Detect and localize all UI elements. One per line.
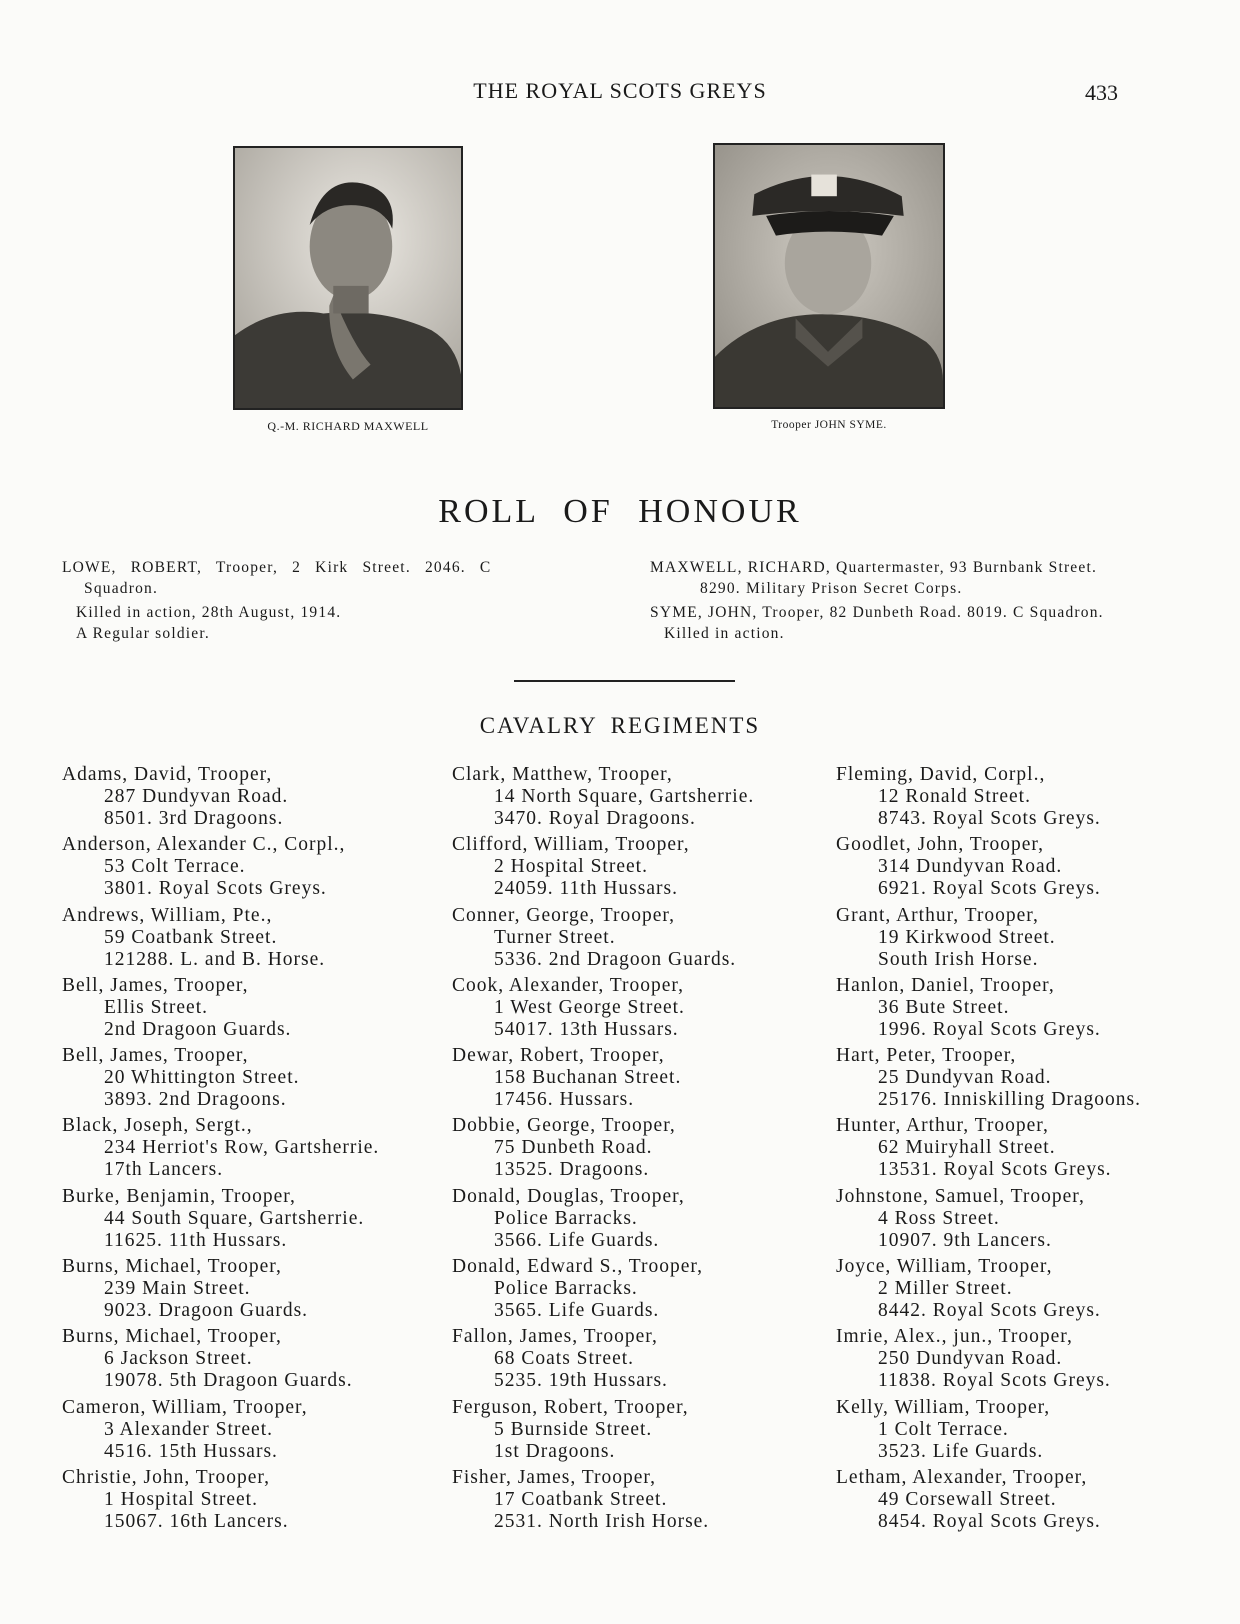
entry-unit: 19078. 5th Dragoon Guards. (104, 1370, 353, 1392)
honour-lowe-line2: Squadron. (84, 580, 159, 597)
entry-unit: 11625. 11th Hussars. (104, 1229, 288, 1251)
entry-address: 12 Ronald Street. (878, 786, 1031, 807)
list-item (62, 905, 432, 975)
roll-of-honour-title: ROLL OF HONOUR (438, 493, 802, 530)
list-item (836, 1326, 1206, 1396)
entry-address: 68 Coats Street. (494, 1348, 635, 1370)
entry-address: Ellis Street. (104, 996, 208, 1018)
list-item (452, 1186, 822, 1256)
entry-name: Burns, Michael, Trooper, (62, 1326, 282, 1348)
list-item (62, 1115, 432, 1185)
entry-unit: South Irish Horse. (878, 948, 1039, 970)
entry-name: Joyce, William, Trooper, (836, 1256, 1053, 1278)
entry-unit: 5336. 2nd Dragoon Guards. (494, 948, 737, 970)
entry-address: 36 Bute Street. (878, 996, 1010, 1018)
entry-address: 158 Buchanan Street. (494, 1067, 682, 1089)
list-item (62, 834, 432, 904)
caption-syme: Trooper JOHN SYME. (771, 419, 887, 431)
entry-unit: 2531. North Irish Horse. (494, 1510, 710, 1532)
column-1 (62, 764, 432, 1537)
column-3 (836, 764, 1206, 1537)
honour-entry-lowe (62, 557, 602, 644)
list-item (62, 1045, 432, 1115)
entry-name: Clark, Matthew, Trooper, (452, 764, 673, 785)
entry-name: Donald, Douglas, Trooper, (452, 1185, 685, 1207)
entry-address: 6 Jackson Street. (104, 1348, 253, 1370)
entry-name: Christie, John, Trooper, (62, 1466, 270, 1488)
list-item (836, 1186, 1206, 1256)
honour-syme-line2: Killed in action. (664, 625, 785, 642)
honour-lowe-line4: A Regular soldier. (76, 625, 210, 642)
entry-name: Hanlon, Daniel, Trooper, (836, 974, 1055, 996)
list-item (452, 1326, 822, 1396)
honour-lowe-line1: LOWE, ROBERT, Trooper, 2 Kirk Street. 2046. C (62, 559, 492, 576)
entry-unit: 8501. 3rd Dragoons. (104, 808, 284, 829)
list-item (452, 1115, 822, 1185)
entry-unit: 1st Dragoons. (494, 1440, 616, 1462)
entry-address: 239 Main Street. (104, 1278, 251, 1300)
entry-address: 59 Coatbank Street. (104, 926, 278, 948)
entry-name: Bell, James, Trooper, (62, 974, 249, 996)
entry-address: 314 Dundyvan Road. (878, 856, 1063, 878)
entry-address: 19 Kirkwood Street. (878, 926, 1056, 948)
honour-entry-syme (650, 602, 1190, 644)
entry-unit: 17456. Hussars. (494, 1089, 635, 1111)
entry-name: Conner, George, Trooper, (452, 904, 676, 926)
entry-address: 62 Muiryhall Street. (878, 1137, 1056, 1159)
list-item (836, 975, 1206, 1045)
entry-name: Fallon, James, Trooper, (452, 1326, 658, 1348)
column-2 (452, 764, 822, 1537)
entry-name: Hunter, Arthur, Trooper, (836, 1115, 1049, 1137)
list-item (452, 764, 822, 834)
entry-unit: 4516. 15th Hussars. (104, 1440, 278, 1462)
entry-unit: 3893. 2nd Dragoons. (104, 1089, 287, 1111)
entry-name: Cook, Alexander, Trooper, (452, 974, 684, 996)
portrait-photo-syme (713, 143, 945, 409)
entry-unit: 13531. Royal Scots Greys. (878, 1159, 1112, 1181)
honour-maxwell-line2: 8290. Military Prison Secret Corps. (700, 580, 963, 597)
list-item (452, 1045, 822, 1115)
entry-unit: 3565. Life Guards. (494, 1300, 660, 1322)
honour-entry-maxwell (650, 557, 1190, 599)
entry-unit: 10907. 9th Lancers. (878, 1229, 1052, 1251)
list-item (836, 1397, 1206, 1467)
entry-name: Bell, James, Trooper, (62, 1045, 249, 1067)
list-item (452, 1397, 822, 1467)
entry-unit: 8442. Royal Scots Greys. (878, 1300, 1101, 1322)
entry-address: 1 West George Street. (494, 996, 685, 1018)
entry-name: Burns, Michael, Trooper, (62, 1256, 282, 1278)
entry-unit: 15067. 16th Lancers. (104, 1510, 289, 1532)
list-item (62, 764, 432, 834)
entry-name: Andrews, William, Pte., (62, 904, 273, 926)
entry-name: Donald, Edward S., Trooper, (452, 1256, 704, 1278)
entry-unit: 8743. Royal Scots Greys. (878, 808, 1101, 829)
list-item (62, 1467, 432, 1537)
entry-address: 3 Alexander Street. (104, 1418, 273, 1440)
list-item (62, 1256, 432, 1326)
entry-address: 4 Ross Street. (878, 1207, 1000, 1229)
list-item (836, 1045, 1206, 1115)
entry-name: Black, Joseph, Sergt., (62, 1115, 253, 1137)
entry-address: Police Barracks. (494, 1278, 638, 1300)
entry-unit: 25176. Inniskilling Dragoons. (878, 1089, 1141, 1111)
honour-maxwell-line1: MAXWELL, RICHARD, Quartermaster, 93 Burnbank Street. (650, 559, 1098, 576)
entry-name: Anderson, Alexander C., Corpl., (62, 834, 346, 856)
portrait-photo-maxwell (233, 146, 463, 410)
entry-address: 49 Corsewall Street. (878, 1488, 1057, 1510)
entry-address: 53 Colt Terrace. (104, 856, 246, 878)
entry-address: 1 Hospital Street. (104, 1488, 258, 1510)
entry-unit: 121288. L. and B. Horse. (104, 948, 326, 970)
entry-address: 2 Hospital Street. (494, 856, 648, 878)
entry-unit: 8454. Royal Scots Greys. (878, 1510, 1101, 1532)
entry-address: 2 Miller Street. (878, 1278, 1013, 1300)
entry-unit: 2nd Dragoon Guards. (104, 1018, 292, 1040)
list-item (836, 1256, 1206, 1326)
honour-syme-line1: SYME, JOHN, Trooper, 82 Dunbeth Road. 8019. C Squadron. (650, 604, 1104, 621)
list-item (452, 1256, 822, 1326)
caption-maxwell: Q.-M. RICHARD MAXWELL (267, 419, 429, 433)
entry-name: Johnstone, Samuel, Trooper, (836, 1185, 1085, 1207)
entry-name: Clifford, William, Trooper, (452, 834, 690, 856)
entry-unit: 5235. 19th Hussars. (494, 1370, 668, 1392)
list-item (836, 1467, 1206, 1537)
list-item (62, 1186, 432, 1256)
entry-address: 20 Whittington Street. (104, 1067, 300, 1089)
list-item (836, 834, 1206, 904)
entry-unit: 24059. 11th Hussars. (494, 878, 678, 900)
entry-address: 287 Dundyvan Road. (104, 786, 289, 807)
entry-unit: 6921. Royal Scots Greys. (878, 878, 1101, 900)
entry-address: Police Barracks. (494, 1207, 638, 1229)
entry-name: Dewar, Robert, Trooper, (452, 1045, 665, 1067)
entry-unit: 1996. Royal Scots Greys. (878, 1018, 1101, 1040)
entry-name: Kelly, William, Trooper, (836, 1396, 1051, 1418)
entry-unit: 11838. Royal Scots Greys. (878, 1370, 1111, 1392)
entry-name: Fisher, James, Trooper, (452, 1466, 656, 1488)
entry-address: 25 Dundyvan Road. (878, 1067, 1052, 1089)
entry-name: Imrie, Alex., jun., Trooper, (836, 1326, 1073, 1348)
entry-address: 75 Dunbeth Road. (494, 1137, 653, 1159)
entry-address: 1 Colt Terrace. (878, 1418, 1009, 1440)
page-number: 433 (1085, 80, 1118, 105)
entry-address: 5 Burnside Street. (494, 1418, 653, 1440)
entry-address: 234 Herriot's Row, Gartsherrie. (104, 1137, 380, 1159)
entry-name: Grant, Arthur, Trooper, (836, 904, 1039, 926)
entry-unit: 9023. Dragoon Guards. (104, 1300, 309, 1322)
entry-name: Burke, Benjamin, Trooper, (62, 1185, 296, 1207)
running-head: THE ROYAL SCOTS GREYS (473, 78, 767, 103)
entry-address: 14 North Square, Gartsherrie. (494, 786, 755, 807)
entry-unit: 3801. Royal Scots Greys. (104, 878, 327, 900)
entry-unit: 13525. Dragoons. (494, 1159, 650, 1181)
entry-address: 17 Coatbank Street. (494, 1488, 668, 1510)
list-item (836, 905, 1206, 975)
list-item (62, 1326, 432, 1396)
entry-name: Goodlet, John, Trooper, (836, 834, 1045, 856)
list-item (62, 1397, 432, 1467)
entry-name: Cameron, William, Trooper, (62, 1396, 308, 1418)
section-divider (514, 680, 735, 682)
entry-name: Letham, Alexander, Trooper, (836, 1466, 1088, 1488)
list-item (452, 1467, 822, 1537)
list-item (62, 975, 432, 1045)
list-item (452, 905, 822, 975)
list-item (452, 834, 822, 904)
honour-lowe-line3: Killed in action, 28th August, 1914. (76, 604, 342, 621)
list-item (836, 764, 1206, 834)
entry-unit: 54017. 13th Hussars. (494, 1018, 679, 1040)
list-item (836, 1115, 1206, 1185)
entry-name: Ferguson, Robert, Trooper, (452, 1396, 689, 1418)
entry-address: 44 South Square, Gartsherrie. (104, 1207, 365, 1229)
list-item (452, 975, 822, 1045)
entry-unit: 17th Lancers. (104, 1159, 224, 1181)
entry-unit: 3470. Royal Dragoons. (494, 808, 696, 829)
entry-name: Fleming, David, Corpl., (836, 764, 1046, 785)
entry-name: Hart, Peter, Trooper, (836, 1045, 1017, 1067)
section-title: CAVALRY REGIMENTS (479, 713, 761, 738)
entry-unit: 3523. Life Guards. (878, 1440, 1044, 1462)
entry-unit: 3566. Life Guards. (494, 1229, 660, 1251)
entry-name: Dobbie, George, Trooper, (452, 1115, 676, 1137)
entry-name: Adams, David, Trooper, (62, 764, 273, 785)
entry-address: Turner Street. (494, 926, 616, 948)
entry-address: 250 Dundyvan Road. (878, 1348, 1063, 1370)
